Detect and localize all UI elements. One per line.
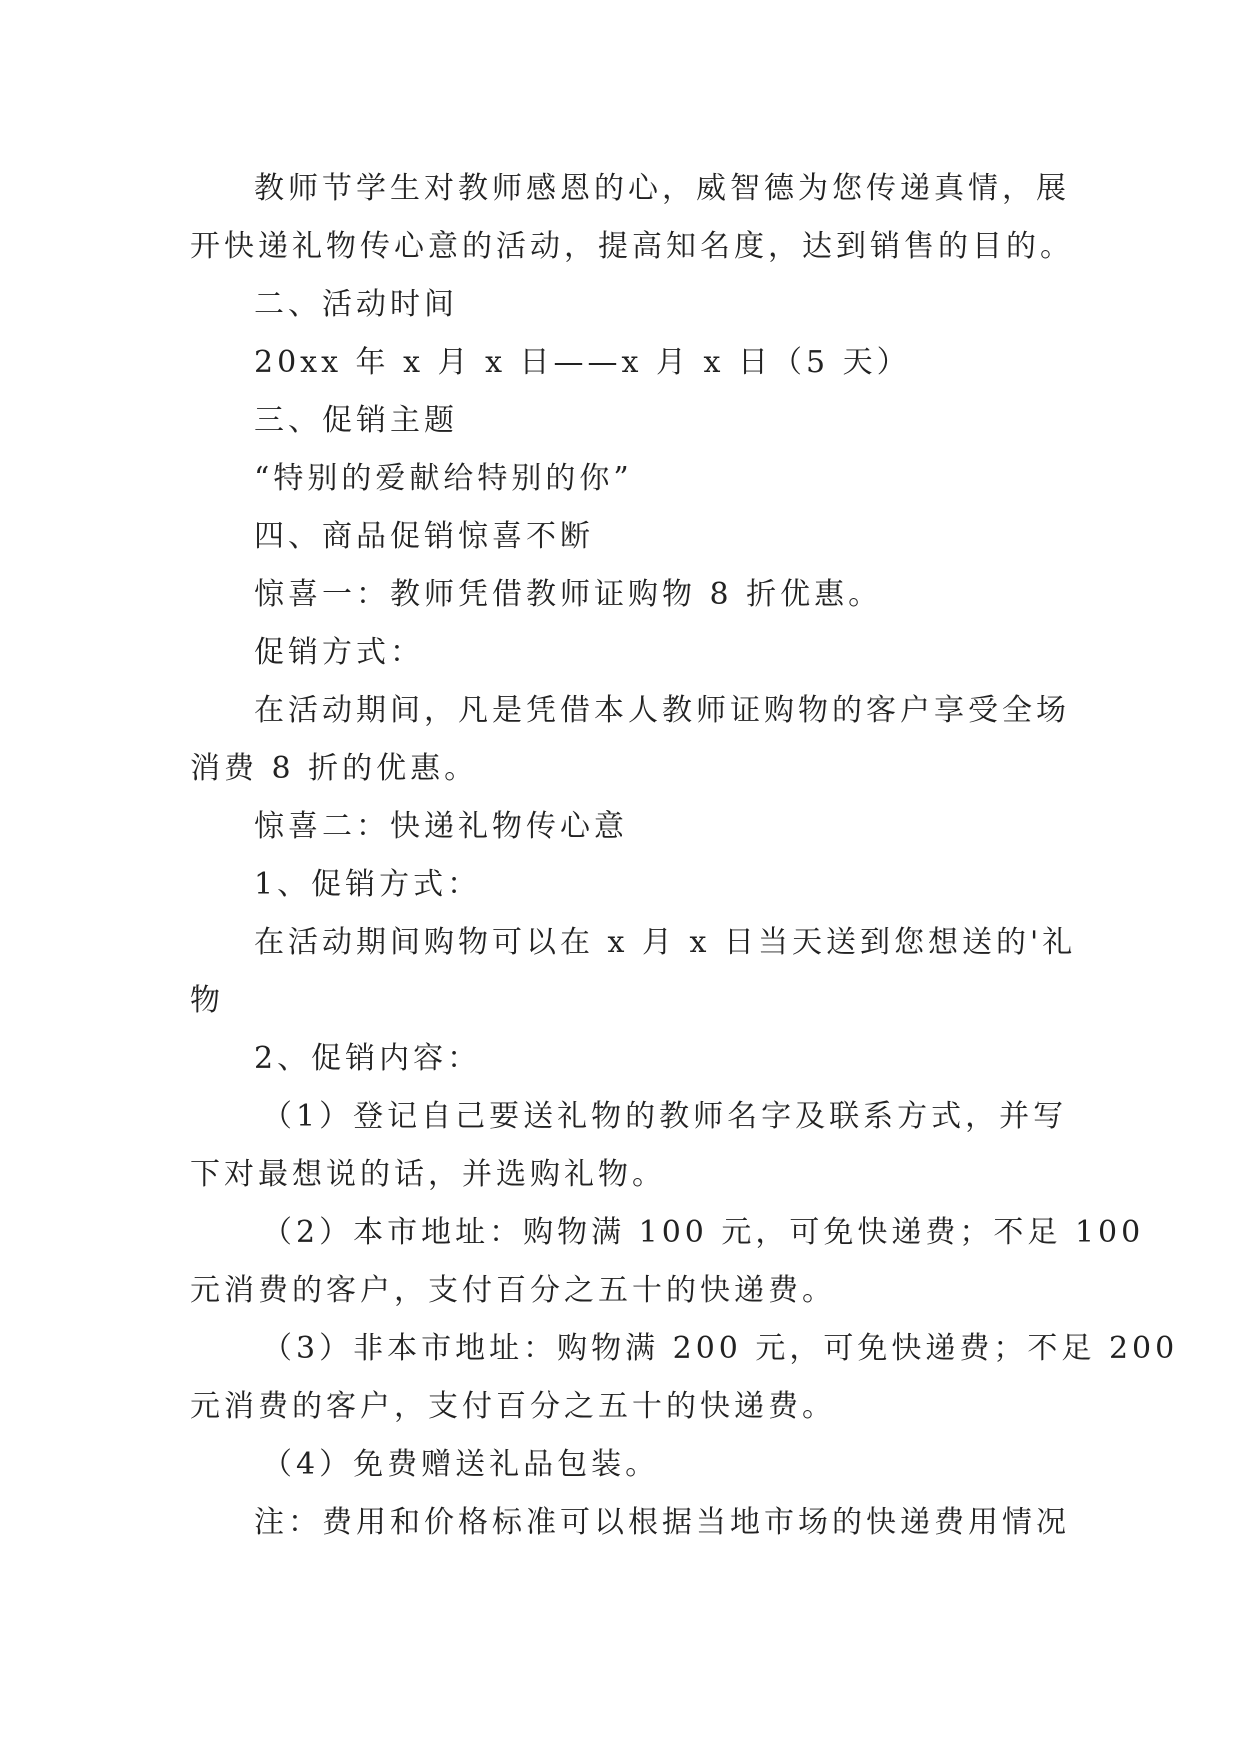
paragraph-line: 教师节学生对教师感恩的心，威智德为您传递真情，展 xyxy=(254,171,1070,206)
section-heading: 三、促销主题 xyxy=(254,403,458,438)
paragraph-line: 注：费用和价格标准可以根据当地市场的快递费用情况 xyxy=(254,1505,1070,1540)
paragraph-line: 在活动期间，凡是凭借本人教师证购物的客户享受全场 xyxy=(254,693,1070,728)
section-heading: 四、商品促销惊喜不断 xyxy=(254,519,594,554)
paragraph-line: 惊喜二：快递礼物传心意 xyxy=(254,809,628,844)
paragraph-line: 元消费的客户，支付百分之五十的快递费。 xyxy=(190,1389,836,1424)
section-heading: 二、活动时间 xyxy=(254,287,458,322)
paragraph-line: 物 xyxy=(190,983,224,1018)
paragraph-line: （1）登记自己要送礼物的教师名字及联系方式，并写 xyxy=(262,1099,1068,1134)
paragraph-line: 消费 8 折的优惠。 xyxy=(190,751,479,786)
document-body xyxy=(190,160,1179,1552)
paragraph-line: （2）本市地址：购物满 100 元，可免快递费；不足 100 xyxy=(262,1215,1145,1250)
paragraph-line: 1、促销方式： xyxy=(254,867,482,902)
paragraph-line: （4）免费赠送礼品包装。 xyxy=(262,1447,660,1482)
paragraph-line: （3）非本市地址：购物满 200 元，可免快递费；不足 200 xyxy=(262,1331,1179,1366)
paragraph-line: 2、促销内容： xyxy=(254,1041,482,1076)
paragraph-line: 20xx 年 x 月 x 日——x 月 x 日（5 天） xyxy=(254,345,911,380)
paragraph-line: 促销方式： xyxy=(254,635,424,670)
paragraph-line: 惊喜一：教师凭借教师证购物 8 折优惠。 xyxy=(254,577,883,612)
paragraph-line: 开快递礼物传心意的活动，提高知名度，达到销售的目的。 xyxy=(190,229,1074,264)
paragraph-line: 下对最想说的话，并选购礼物。 xyxy=(190,1157,666,1192)
paragraph-line: “特别的爱献给特别的你” xyxy=(254,461,633,496)
paragraph-line: 在活动期间购物可以在 x 月 x 日当天送到您想送的'礼 xyxy=(254,925,1077,960)
paragraph-line: 元消费的客户，支付百分之五十的快递费。 xyxy=(190,1273,836,1308)
